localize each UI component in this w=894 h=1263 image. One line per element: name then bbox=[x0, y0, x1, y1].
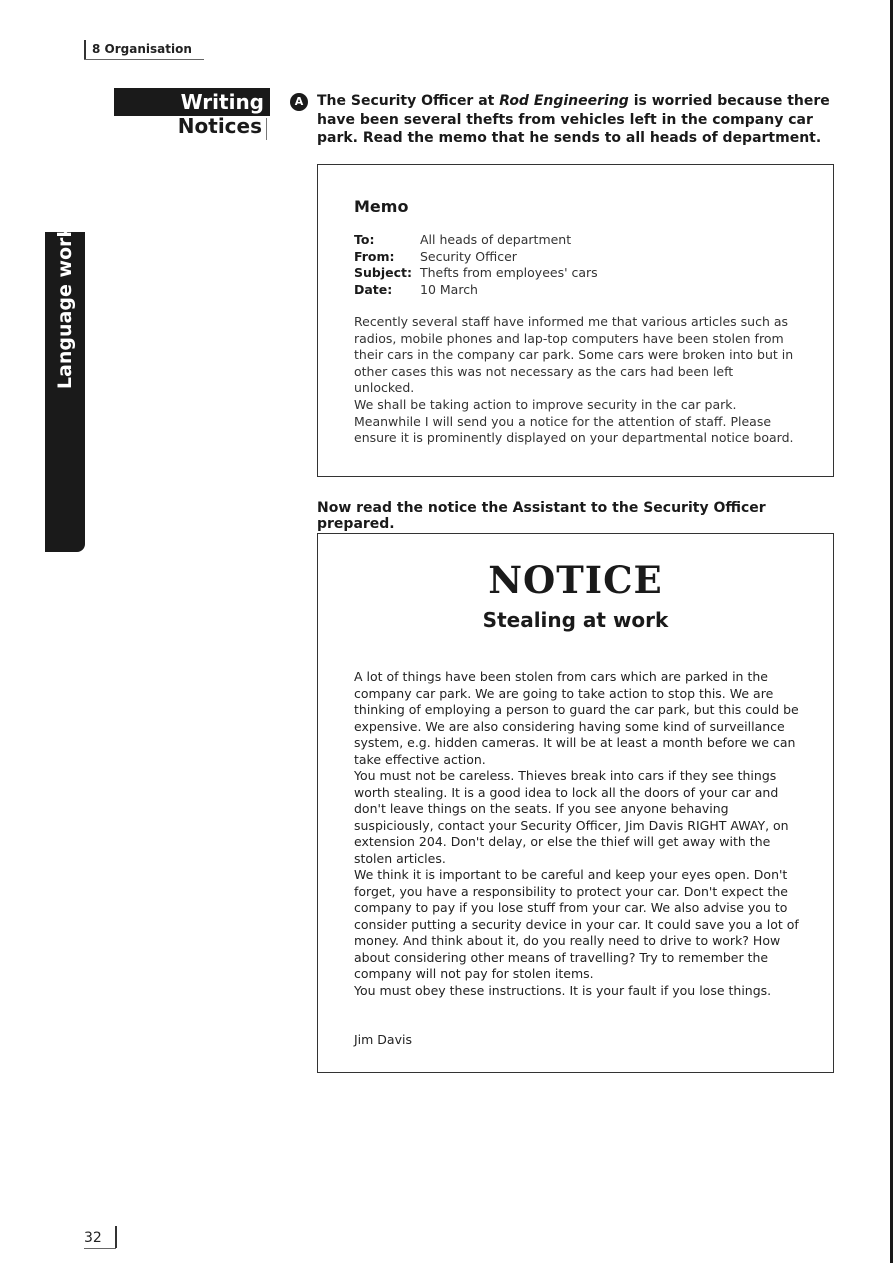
memo-field-subject bbox=[354, 265, 598, 282]
task-text-part2: is worried because there have been several thefts from vehicles left in the company car park. Read the memo that he sends to all heads of department. bbox=[317, 93, 830, 146]
company-name: Rod Engineering bbox=[499, 93, 629, 109]
notice-paragraph: We think it is important to be careful and keep your eyes open. Don't forget, you have a responsibility to protect your car. Don't expect the company to pay if you lose stuff from your car. We also advise you to consider putting a security device in your car. It could save you a lot of money. And think about it, do you really need to drive to work? How about considering other means of travelling? Try to remember the company will not pay for stolen items. bbox=[354, 867, 799, 981]
task-badge: A bbox=[290, 93, 308, 111]
notice-title: NOTICE bbox=[488, 558, 663, 602]
memo-field-label: Date: bbox=[354, 281, 393, 297]
writing-badge bbox=[114, 88, 270, 116]
notice-paragraph: You must obey these instructions. It is your fault if you lose things. bbox=[354, 983, 772, 998]
memo-field-value: Thefts from employees' cars bbox=[420, 265, 598, 280]
writing-label: Writing bbox=[180, 90, 264, 114]
notice-paragraph: A lot of things have been stolen from cars which are parked in the company car park. We are going to take action to stop this. We are thinking of employing a person to guard the car park, but this could be expensive. We are also considering having some kind of surveillance system, e.g. hidden cameras. It will be at least a month before we can take effective action. bbox=[354, 669, 799, 767]
side-tab-label: Language work bbox=[54, 224, 76, 390]
side-tab bbox=[45, 224, 85, 552]
header-bar bbox=[84, 40, 86, 60]
memo-field-label: Subject: bbox=[354, 265, 412, 280]
memo-title: Memo bbox=[354, 197, 409, 216]
running-header bbox=[84, 40, 204, 60]
memo-field-from bbox=[354, 249, 598, 266]
memo-field-value: 10 March bbox=[420, 281, 478, 297]
chapter-title: 8 Organisation bbox=[92, 42, 192, 56]
notice-box bbox=[317, 533, 834, 1073]
memo-field-to bbox=[354, 232, 598, 249]
page-number: 32 bbox=[84, 1230, 102, 1246]
header-underline bbox=[84, 59, 204, 60]
memo-paragraph: We shall be taking action to improve security in the car park. Meanwhile I will send you a notice for the attention of staff. Please ensure it is prominently displayed on your departmental notice board. bbox=[354, 397, 794, 445]
memo-box bbox=[317, 164, 834, 477]
notice-signature: Jim Davis bbox=[354, 1032, 412, 1047]
notices-label: Notices bbox=[177, 114, 262, 138]
memo-fields bbox=[354, 232, 598, 298]
memo-field-label: To: bbox=[354, 232, 375, 247]
task-instruction bbox=[317, 92, 837, 148]
memo-field-value: All heads of department bbox=[420, 232, 572, 247]
page-edge-line bbox=[890, 0, 893, 1263]
page-number-bar bbox=[115, 1226, 117, 1248]
memo-paragraph: Recently several staff have informed me that various articles such as radios, mobile phones and lap-top computers have been stolen from their cars in the company car park. Some cars were broken into but in other cases this was not necessary as the cars had been left unlocked. bbox=[354, 314, 794, 395]
notice-paragraph: You must not be careless. Thieves break into cars if they see things worth stealing. It is a good idea to lock all the doors of your car and don't leave things on the seats. If you see anyone behaving suspiciously, contact your Security Officer, Jim Davis RIGHT AWAY, on extension 204. Don't delay, or else the thief will get away with the stolen articles. bbox=[354, 768, 789, 866]
notices-divider bbox=[266, 118, 267, 140]
task-text-part1: The Security Officer at bbox=[317, 93, 500, 109]
notice-instruction: Now read the notice the Assistant to the Security Officer prepared. bbox=[317, 500, 766, 532]
page-number-underline bbox=[84, 1248, 116, 1249]
notice-subtitle: Stealing at work bbox=[482, 608, 669, 632]
memo-field-label: From: bbox=[354, 248, 395, 264]
memo-field-date bbox=[354, 282, 598, 299]
memo-field-value: Security Officer bbox=[420, 248, 517, 264]
